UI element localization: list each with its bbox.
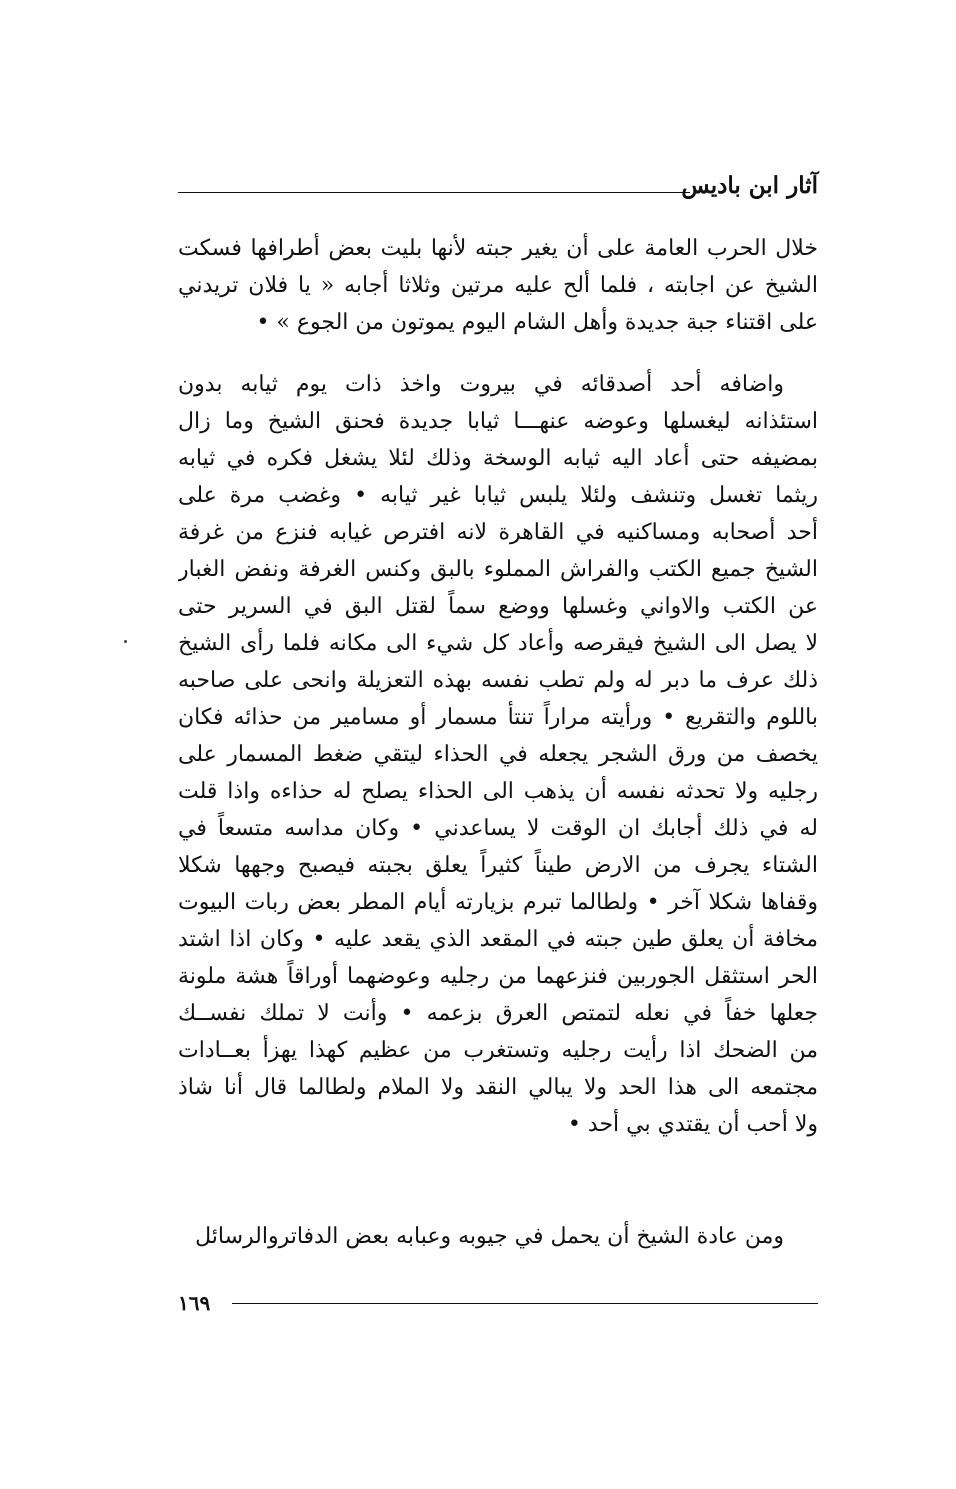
text-line: أحد أصحابه ومساكنيه في القاهرة لانه افترص غيابه فنزع من غرفة (178, 520, 818, 545)
text-line: على اقتناء جبة جديدة وأهل الشام اليوم يموتون من الجوع » • (256, 310, 818, 335)
text-line: جعلها خفاً في نعله لتمتص العرق بزعمه • وأنت لا تملك نفســك (178, 1001, 818, 1026)
text-line: من الضحك اذا رأيت رجليه وتستغرب من عظيم كهذا يهزأ بعــادات (178, 1038, 818, 1063)
text-line: ذلك عرف ما دبر له ولم تطب نفسه بهذه التعزيلة وانحى على صاحبه (178, 668, 818, 693)
header-rule (178, 192, 690, 193)
text-line: ولا أحب أن يقتدي بي أحد • (567, 1112, 818, 1137)
footer-rule (232, 1303, 818, 1304)
page-number: ١٦٩ (178, 1291, 211, 1315)
text-line: ريثما تغسل وتنشف ولئلا يلبس ثيابا غير ثيابه • وغضب مرة على (178, 483, 818, 508)
paragraph-1 (178, 230, 818, 341)
running-header (178, 168, 818, 208)
text-line: الشيخ عن اجابته ، فلما ألح عليه مرتين وثلاثا أجابه « يا فلان تريدني (178, 273, 818, 298)
text-line: يخصف من ورق الشجر يجعله في الحذاء ليتقي ضغط المسمار على (178, 742, 818, 767)
text-line: الحر استثقل الجوربين فنزعهما من رجليه وعوضهما أوراقاً هشة ملونة (178, 964, 818, 989)
text-line: واضافه أحد أصدقائه في بيروت واخذ ذات يوم ثيابه بدون (178, 372, 784, 397)
text-line: ومن عادة الشيخ أن يحمل في جيوبه وعبابه بعض الدفاتروالرسائل (195, 1224, 784, 1249)
text-line: مخافة أن يعلق طين جبته في المقعد الذي يقعد عليه • وكان اذا اشتد (178, 927, 818, 952)
text-line: بمضيفه حتى أعاد اليه ثيابه الوسخة وذلك لئلا يشغل فكره في ثيابه (178, 446, 818, 471)
scan-speck (124, 640, 127, 643)
text-line: رجليه ولا تحدثه نفسه أن يذهب الى الحذاء يصلح له حذاءه واذا قلت (178, 779, 818, 804)
paragraph-2 (178, 366, 818, 1143)
text-line: خلال الحرب العامة على أن يغير جبته لأنها بليت بعض أطرافها فسكت (178, 236, 818, 261)
text-line: لا يصل الى الشيخ فيقرصه وأعاد كل شيء الى مكانه فلما رأى الشيخ (178, 631, 818, 656)
text-line: مجتمعه الى هذا الحد ولا يبالي النقد ولا الملام ولطالما قال أنا شاذ (178, 1075, 818, 1100)
text-line: وقفاها شكلا آخر • ولطالما تبرم بزيارته أيام المطر بعض ربات البيوت (178, 890, 818, 915)
text-line: له في ذلك أجابك ان الوقت لا يساعدني • وكان مداسه متسعاً في (178, 816, 818, 841)
text-line: الشيخ جميع الكتب والفراش المملوء بالبق وكنس الغرفة ونفض الغبار (178, 557, 818, 582)
text-line: استئذانه ليغسلها وعوضه عنهـــا ثيابا جديدة فحنق الشيخ وما زال (178, 409, 818, 434)
text-line: الشتاء يجرف من الارض طيناً كثيراً يعلق بجبته فيصبح وجهها شكلا (178, 853, 818, 878)
text-line: عن الكتب والاواني وغسلها ووضع سماً لقتل البق في السرير حتى (178, 594, 818, 619)
text-line: باللوم والتقريع • ورأيته مراراً تنتأ مسمار أو مسامير من حذائه فكان (178, 705, 818, 730)
page-footer (178, 1285, 818, 1321)
paragraph-3 (178, 1218, 818, 1255)
running-header-title: آثار ابن باديس (681, 172, 818, 199)
